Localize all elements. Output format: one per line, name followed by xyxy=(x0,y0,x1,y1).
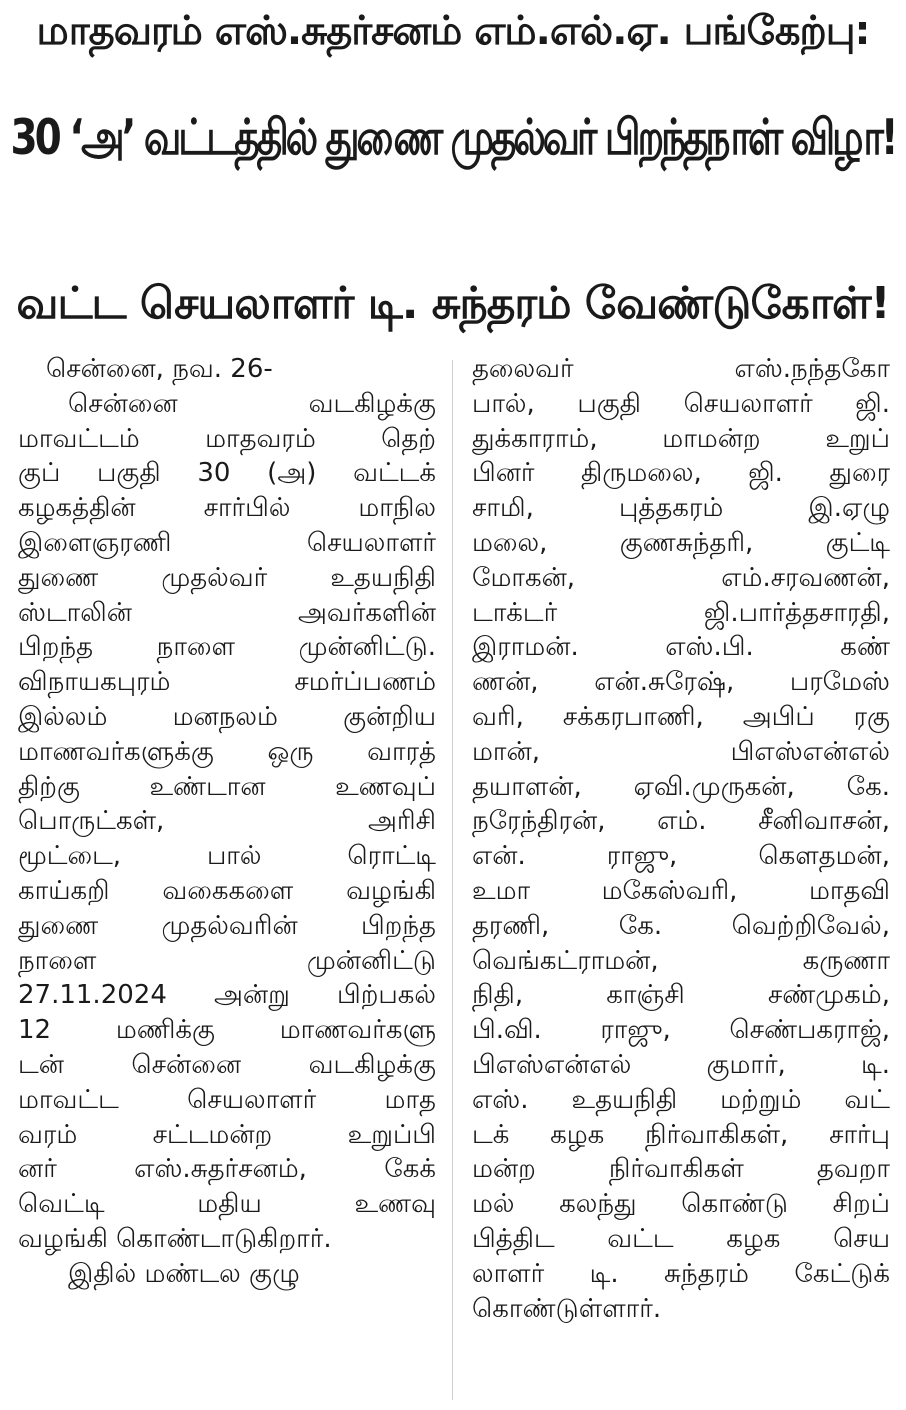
article-line: நாளை முன்னிட்டு xyxy=(18,945,436,976)
article-line: சாமி, புத்தகரம் இ.ஏழு xyxy=(472,493,890,524)
article-line: குப் பகுதி 30 (அ) வட்டக் xyxy=(18,458,436,489)
article-line: மோகன், எம்.சரவணன், xyxy=(472,562,890,593)
article-line: டாக்டர் ஜி.பார்த்தசாரதி, xyxy=(472,597,890,628)
article-line: நரேந்திரன், எம். சீனிவாசன், xyxy=(472,806,890,837)
article-line: காய்கறி வகைகளை வழங்கி xyxy=(18,875,436,906)
article-line: கழகத்தின் சார்பில் மாநில xyxy=(18,493,436,524)
article-line: இராமன். எஸ்.பி. கண் xyxy=(472,632,890,663)
sub-headline: வட்ட செயலாளர் டி. சுந்தரம் வேண்டுகோள்! xyxy=(16,278,890,329)
article-line: நிதி, காஞ்சி சண்முகம், xyxy=(472,980,890,1011)
article-line: வெங்கட்ராமன், கருணா xyxy=(472,945,890,976)
article-line: பித்திட வட்ட கழக செய xyxy=(472,1223,890,1254)
article-line: வரி, சக்கரபாணி, அபிப் ரகு xyxy=(472,701,890,732)
article-line: துணை முதல்வர் உதயநிதி xyxy=(18,562,436,593)
article-line: டன் சென்னை வடகிழக்கு xyxy=(18,1049,436,1080)
article-line: மாவட்ட செயலாளர் மாத xyxy=(18,1084,436,1115)
main-headline: 30 ‘அ’ வட்டத்தில் துணை முதல்வர் பிறந்தநாள் விழா! xyxy=(10,110,896,167)
article-line: பி.வி. ராஜு, செண்பகராஜ், xyxy=(472,1015,890,1046)
article-left-column xyxy=(18,352,436,1292)
article-line: பொருட்கள், அரிசி xyxy=(18,806,436,837)
article-line: இல்லம் மனநலம் குன்றிய xyxy=(18,701,436,732)
article-line: விநாயகபுரம் சமர்ப்பணம் xyxy=(18,667,436,698)
article-line: துணை முதல்வரின் பிறந்த xyxy=(18,910,436,941)
article-line: வழங்கி கொண்டாடுகிறார். xyxy=(18,1223,332,1254)
article-line: தயாளன், ஏவி.முருகன், கே. xyxy=(472,771,890,802)
article-line: மன்ற நிர்வாகிகள் தவறா xyxy=(472,1154,890,1185)
article-line: 27.11.2024 அன்று பிற்பகல் xyxy=(18,980,436,1011)
article-line: லாளர் டி. சுந்தரம் கேட்டுக் xyxy=(472,1258,890,1289)
article-line: தரணி, கே. வெற்றிவேல், xyxy=(472,910,890,941)
article-line: திற்கு உண்டான உணவுப் xyxy=(18,771,436,802)
article-line: 12 மணிக்கு மாணவர்களு xyxy=(18,1015,436,1046)
article-line: ணன், என்.சுரேஷ், பரமேஸ் xyxy=(472,667,890,698)
article-line: பினர் திருமலை, ஜி. துரை xyxy=(472,458,890,489)
article-line: இதில் மண்டல குழு xyxy=(68,1258,300,1289)
article-line: ஸ்டாலின் அவர்களின் xyxy=(18,597,436,628)
article-line: பிறந்த நாளை முன்னிட்டு. xyxy=(18,632,436,663)
article-line: னர் எஸ்.சுதர்சனம், கேக் xyxy=(18,1154,436,1185)
article-line: பிஎஸ்என்எல் குமார், டி. xyxy=(472,1049,890,1080)
article-line: சென்னை வடகிழக்கு xyxy=(68,388,436,419)
article-line: மூட்டை, பால் ரொட்டி xyxy=(18,841,436,872)
article-line: உமா மகேஸ்வரி, மாதவி xyxy=(472,875,890,906)
article-line: துக்காராம், மாமன்ற உறுப் xyxy=(472,423,890,454)
article-line: தலைவர் எஸ்.நந்தகோ xyxy=(472,354,890,384)
article-line: வரம் சட்டமன்ற உறுப்பி xyxy=(18,1119,436,1150)
article-line: என். ராஜு, கௌதமன், xyxy=(472,841,890,872)
article-line: டக் கழக நிர்வாகிகள், சார்பு xyxy=(472,1119,890,1150)
article-line: இளைஞரணி செயலாளர் xyxy=(18,527,436,558)
article-line: மாணவர்களுக்கு ஒரு வாரத் xyxy=(18,736,436,767)
article-line: சென்னை, நவ. 26- xyxy=(46,354,273,384)
article-right-column xyxy=(472,352,890,1326)
article-line: கொண்டுள்ளார். xyxy=(472,1293,662,1324)
article-line: மாவட்டம் மாதவரம் தெற் xyxy=(18,423,436,454)
article-line: மான், பிஎஸ்என்எல் xyxy=(472,736,890,767)
article-line: மலை, குணசுந்தரி, குட்டி xyxy=(472,527,890,558)
article-line: வெட்டி மதிய உணவு xyxy=(18,1189,436,1220)
article-line: மல் கலந்து கொண்டு சிறப் xyxy=(472,1189,890,1220)
article-line: எஸ். உதயநிதி மற்றும் வட் xyxy=(472,1084,890,1115)
kicker-headline: மாதவரம் எஸ்.சுதர்சனம் எம்.எல்.ஏ. பங்கேற்பு: xyxy=(36,8,870,54)
column-divider xyxy=(452,360,453,1400)
article-line: பால், பகுதி செயலாளர் ஜி. xyxy=(472,388,890,419)
